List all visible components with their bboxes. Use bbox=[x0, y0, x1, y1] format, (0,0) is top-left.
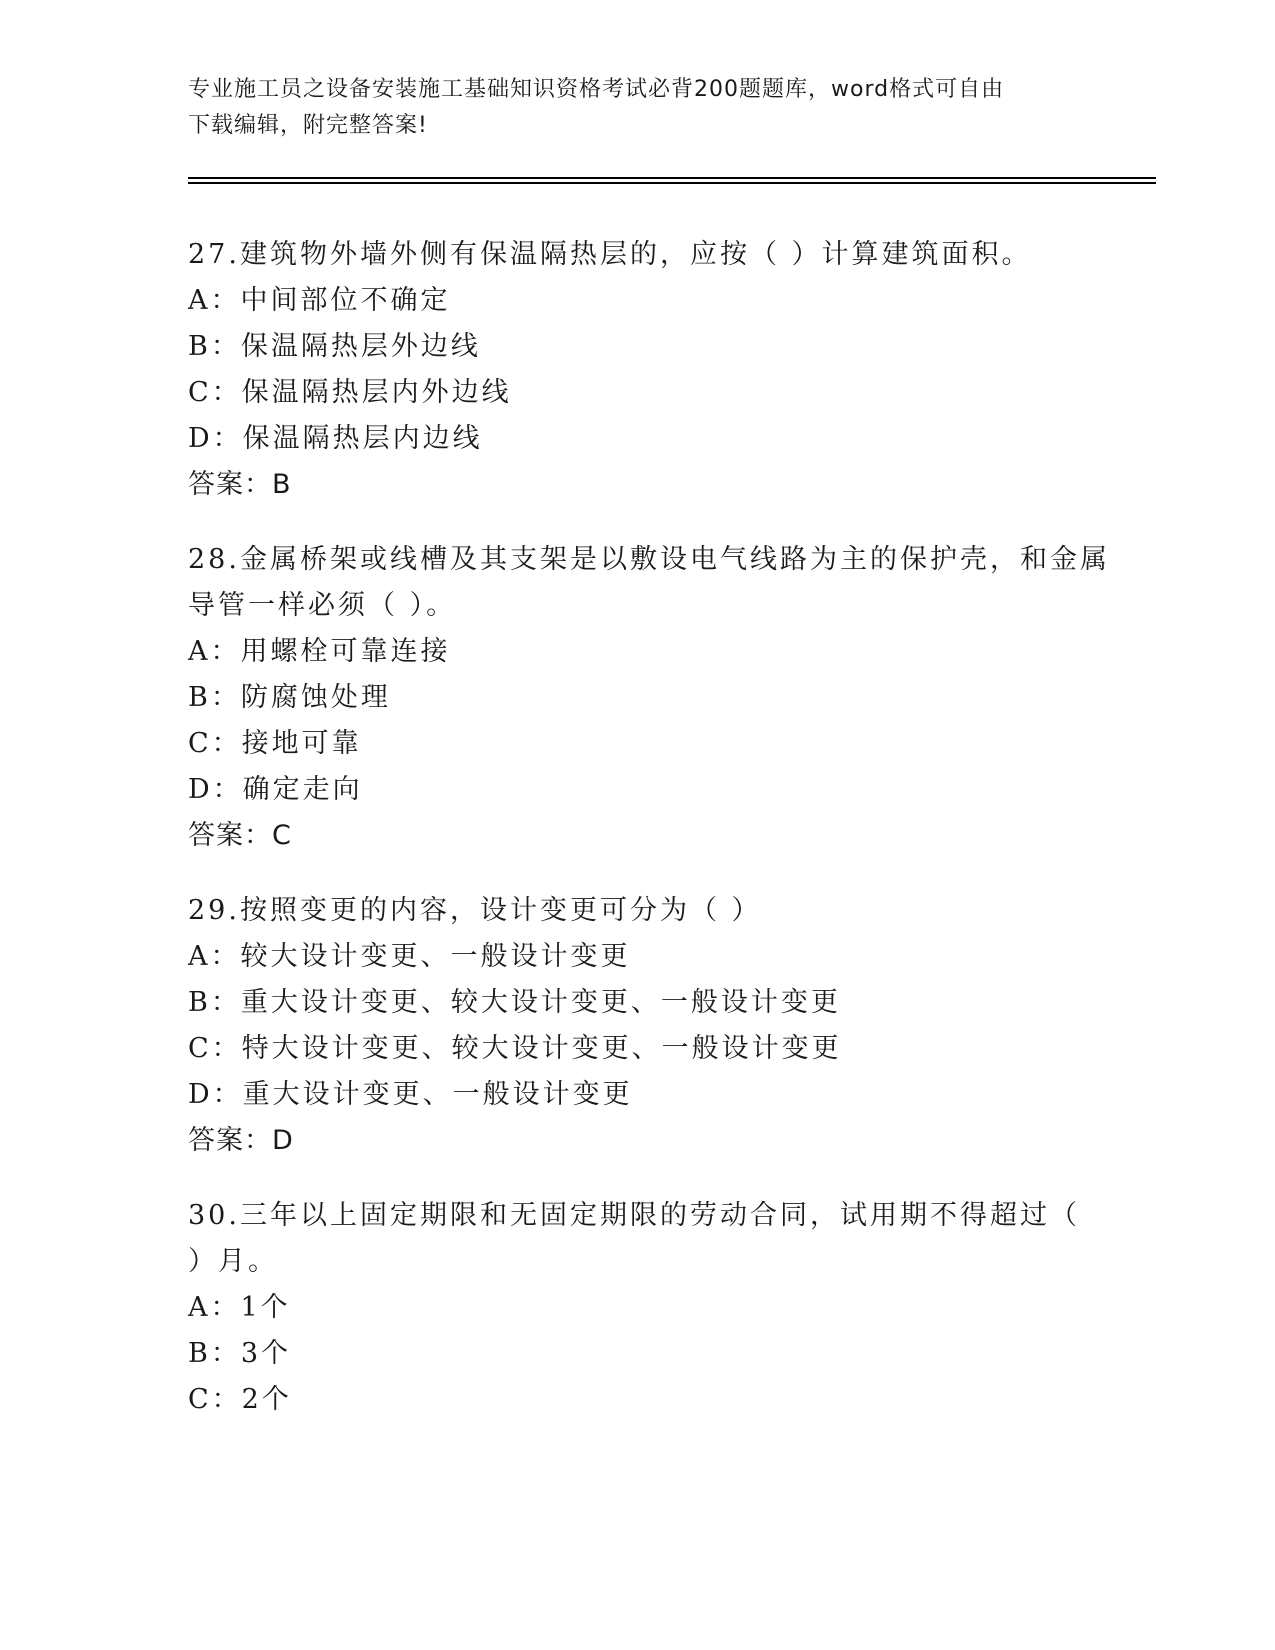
option-b: B：防腐蚀处理 bbox=[188, 682, 391, 713]
option-d: D：保温隔热层内边线 bbox=[188, 423, 483, 454]
header-divider-top bbox=[188, 177, 1156, 179]
option-a: A：用螺栓可靠连接 bbox=[188, 636, 451, 667]
option-d: D：确定走向 bbox=[188, 774, 363, 805]
option-b: B：重大设计变更、较大设计变更、一般设计变更 bbox=[188, 987, 841, 1018]
question-stem: 27.建筑物外墙外侧有保温隔热层的，应按（ ）计算建筑面积。 bbox=[188, 239, 1032, 270]
header-divider-bottom bbox=[188, 182, 1156, 184]
question-stem: 29.按照变更的内容，设计变更可分为（ ） bbox=[188, 895, 762, 926]
question-stem: 28.金属桥架或线槽及其支架是以敷设电气线路为主的保护壳，和金属 bbox=[188, 544, 1110, 575]
header-line-1: 专业施工员之设备安装施工基础知识资格考试必背200题题库，word格式可自由 bbox=[188, 77, 1005, 102]
header-line-2: 下载编辑，附完整答案! bbox=[188, 113, 428, 138]
option-a: A：1个 bbox=[188, 1292, 291, 1323]
option-d: D：重大设计变更、一般设计变更 bbox=[188, 1079, 633, 1110]
option-a: A：较大设计变更、一般设计变更 bbox=[188, 941, 631, 972]
question-30 bbox=[188, 1193, 1148, 1423]
question-stem-continued: 导管一样必须（ ）。 bbox=[188, 590, 457, 621]
option-c: C：保温隔热层内外边线 bbox=[188, 377, 512, 408]
question-29 bbox=[188, 888, 1148, 1164]
question-list bbox=[188, 232, 1148, 1452]
question-28 bbox=[188, 537, 1148, 859]
option-b: B：3个 bbox=[188, 1338, 292, 1369]
document-header bbox=[188, 72, 1088, 144]
option-c: C：2个 bbox=[188, 1384, 292, 1415]
question-stem: 30.三年以上固定期限和无固定期限的劳动合同，试用期不得超过（ bbox=[188, 1200, 1080, 1231]
option-c: C：接地可靠 bbox=[188, 728, 362, 759]
answer: 答案：D bbox=[188, 1125, 294, 1156]
option-c: C：特大设计变更、较大设计变更、一般设计变更 bbox=[188, 1033, 842, 1064]
question-stem-continued: ）月。 bbox=[188, 1246, 278, 1277]
answer: 答案：B bbox=[188, 469, 292, 500]
option-a: A：中间部位不确定 bbox=[188, 285, 451, 316]
question-27 bbox=[188, 232, 1148, 508]
answer: 答案：C bbox=[188, 820, 292, 851]
option-b: B：保温隔热层外边线 bbox=[188, 331, 481, 362]
